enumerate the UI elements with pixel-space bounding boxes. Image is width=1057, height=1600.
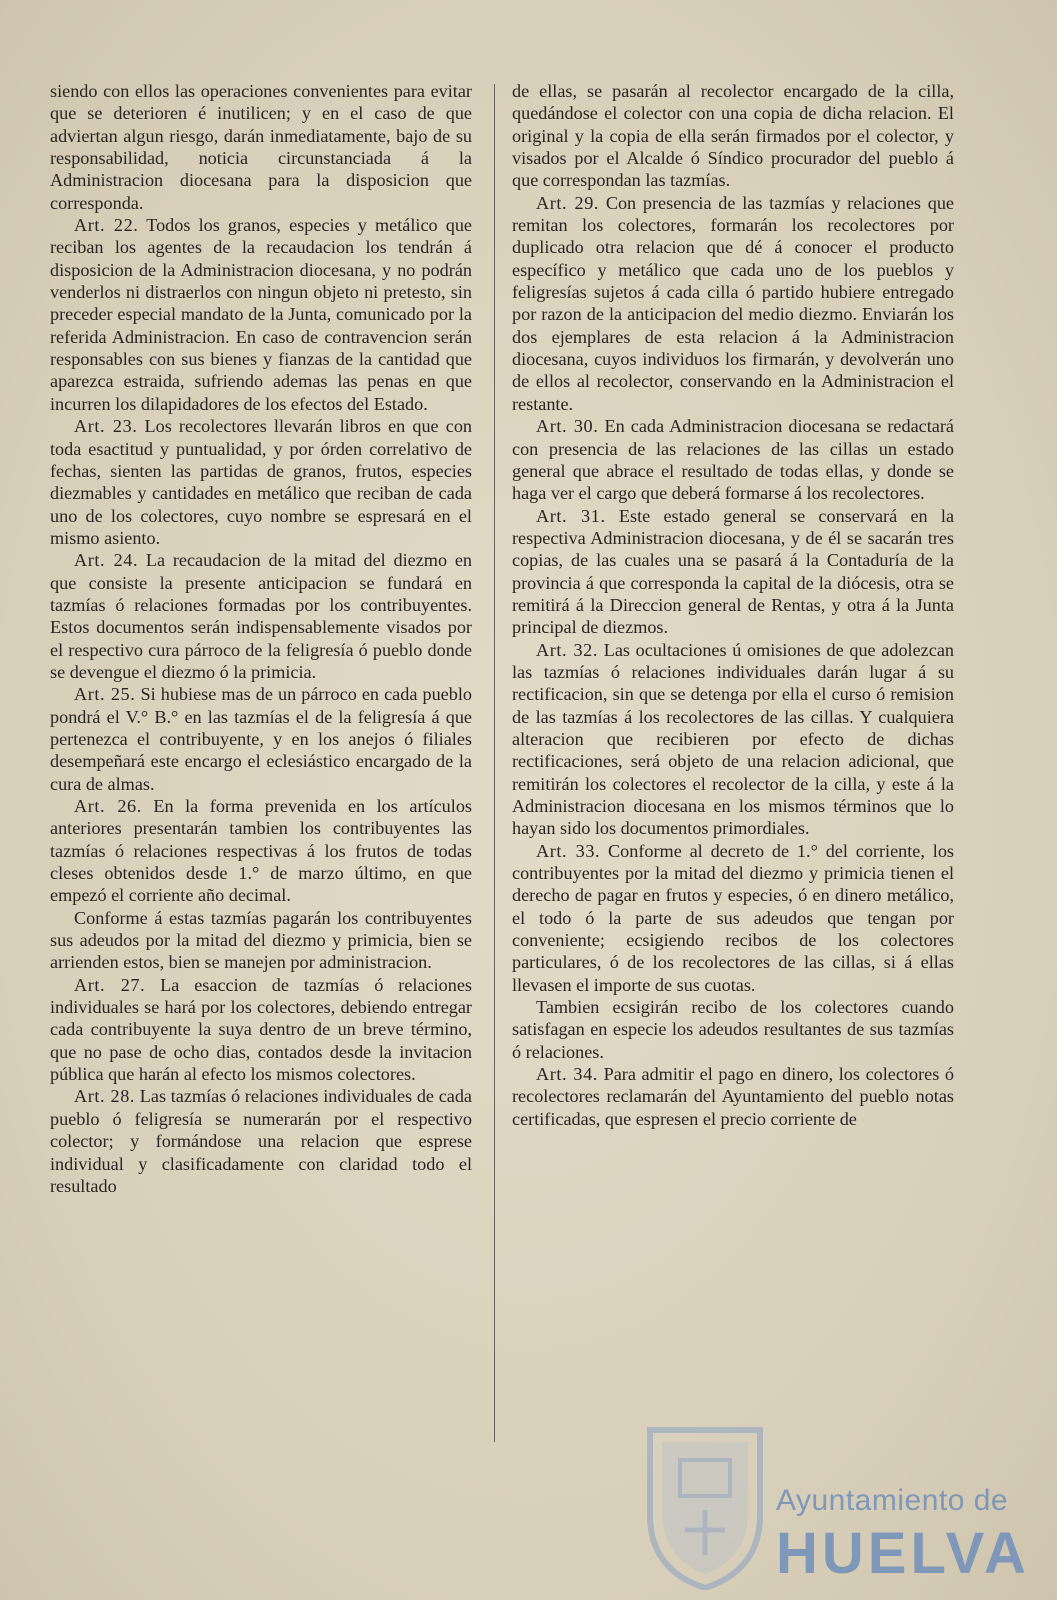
article-label: Art. 29. bbox=[536, 192, 600, 213]
article-24 bbox=[50, 549, 472, 683]
paragraph-text: Si hubiese mas de un párroco en cada pueblo pondrá el V.° B.° en las tazmías el de la feligresía á que pertenezca el contribuyente, y en los anejos ó filiales desempeñará este encargo el eclesiástico encargado de la cura de almas. bbox=[50, 684, 472, 794]
article-31 bbox=[512, 505, 954, 639]
article-25 bbox=[50, 683, 472, 795]
watermark-line2: HUELVA bbox=[776, 1521, 1030, 1586]
article-label: Art. 23. bbox=[74, 416, 138, 437]
paragraph-text: siendo con ellos las operaciones convenientes para evitar que se deterioren é inutilicen; y en el caso de que adviertan algun riesgo, darán inmediatamente, bajo de su responsabilidad, noticia circunstanciada á la Administracion diocesana para la disposicion que corresponda. bbox=[50, 81, 472, 213]
paragraph-text: Las tazmías ó relaciones individuales de cada pueblo ó feligresía se numerarán por el respectivo colector; y formándose una relacion que esprese individual y clasificadamente con claridad todo el resultado bbox=[50, 1086, 473, 1196]
article-label: Art. 30. bbox=[536, 416, 599, 437]
paragraph-text: En cada Administracion diocesana se redactará con presencia de las relaciones de las cillas un estado general que abrace el resultado de todas ellas, y donde se haga ver el cargo que deberá formarse á los recolectores. bbox=[512, 416, 954, 504]
paragraph-text: La esaccion de tazmías ó relaciones individuales se hará por los colectores, debiendo entregar cada contribuyente la suya dentro de un breve término, que no pase de ocho dias, contados desde la invitacion pública que harán al efecto los mismos colectores. bbox=[50, 974, 472, 1085]
paragraph bbox=[50, 907, 472, 974]
paragraph-text: Todos los granos, especies y metálico que reciban los agentes de la recaudacion los tendrán á disposicion de la Administracion diocesana, y no podrán venderlos ni distraerlos con ningun objeto ni pretesto, sin preceder especial mandato de la Junta, comunicado por la referida Administracion. En caso de contravencion serán responsables con sus bienes y fianzas de la cantidad que aparezca estraida, sufriendo ademas las penas en que incurren los dilapidadores de los efectos del Estado. bbox=[50, 215, 472, 414]
paragraph-text: Para admitir el pago en dinero, los colectores ó recolectores reclamarán del Ayuntamiento del pueblo notas certificadas, que espresen el precio corriente de bbox=[512, 1064, 955, 1129]
article-23 bbox=[50, 415, 472, 549]
article-label: Art. 22. bbox=[74, 215, 139, 236]
column-divider bbox=[494, 84, 495, 1442]
paragraph-text: Conforme á estas tazmías pagarán los contribuyentes sus adeudos por la mitad del diezmo y primicia, bien se arrienden estos, bien se manejen por administracion. bbox=[50, 907, 472, 973]
watermark-line1: Ayuntamiento de bbox=[776, 1484, 1009, 1517]
article-label: Art. 26. bbox=[74, 796, 142, 816]
right-column bbox=[512, 80, 954, 1130]
paragraph-text: Las ocultaciones ú omisiones de que adolezcan las tazmías ó relaciones individuales darán lugar á su rectificacion, sin que se detenga por ella el curso ó remision de las tazmías á los recolectores de las cillas. Y cualquiera alteracion que recibieren por efecto de dichas rectificaciones, será objeto de una relacion adicional, que remitirán los colectores el recolector de la cilla, y este á la Administracion diocesana en los mismos términos que lo hayan sido los documentos primordiales. bbox=[512, 639, 954, 839]
article-label: Art. 33. bbox=[536, 840, 601, 861]
article-label: Art. 24. bbox=[74, 550, 139, 571]
article-32 bbox=[512, 639, 954, 840]
paragraph bbox=[50, 80, 472, 214]
left-column bbox=[50, 80, 472, 1197]
article-label: Art. 28. bbox=[74, 1086, 136, 1107]
paragraph-text: Los recolectores llevarán libros en que con toda esactitud y puntualidad, y por órden correlativo de fechas, sienten las partidas de granos, frutos, especies diezmables y cantidades en metálico que reciban de cada uno de los colectores, cuyo nombre se espresará en el mismo asiento. bbox=[50, 416, 473, 548]
article-label: Art. 31. bbox=[536, 505, 606, 526]
article-label: Art. 27. bbox=[74, 974, 146, 995]
paragraph-text: Con presencia de las tazmías y relaciones que remitan los colectores, formarán los recolectores por duplicado otra relacion que dé á conocer el producto específico y metálico que cada uno de los pueblos y feligresías sujetos á cada cilla ó partido hubiere entregado por razon de la anticipacion del medio diezmo. Enviarán los dos ejemplares de esta relacion á la Administracion diocesana, cuyos individuos los firmarán, y devolverán uno de ellos al recolector, conservando en la Administracion el restante. bbox=[512, 192, 955, 414]
paragraph-text: En la forma prevenida en los artículos anteriores presentarán tambien los contribuyentes las tazmías ó relaciones respectivas á los frutos de todas cleses obtenidos desde 1.° de marzo último, en que empezó el corriente año decimal. bbox=[50, 796, 473, 906]
article-label: Art. 34. bbox=[536, 1064, 598, 1085]
article-34 bbox=[512, 1063, 954, 1130]
article-label: Art. 32. bbox=[536, 639, 599, 660]
article-22 bbox=[50, 214, 472, 415]
article-27 bbox=[50, 974, 472, 1086]
paragraph-text: La recaudacion de la mitad del diezmo en que consiste la presente anticipacion se fundará en tazmías ó relaciones formadas por los contribuyentes. Estos documentos serán indispensablemente visados por el respectivo cura párroco de la feligresía ó pueblo donde se devengue el diezmo ó la primicia. bbox=[50, 550, 472, 682]
paragraph bbox=[512, 80, 954, 192]
paragraph-text: Conforme al decreto de 1.° del corriente, los contribuyentes por la mitad del diezmo y primicia tienen el derecho de pagar en frutos y especies, ó en dinero metálico, el todo ó la parte de sus adeudos que tengan por conveniente; ecsigiendo recibos de los colectores particulares, ó de los recolectores de las cillas, si á ellas llevasen el importe de sus cuotas. bbox=[512, 840, 954, 995]
article-26 bbox=[50, 795, 472, 907]
article-28 bbox=[50, 1085, 472, 1197]
article-29 bbox=[512, 192, 954, 415]
paragraph-text: Tambien ecsigirán recibo de los colectores cuando satisfagan en especie los adeudos resultantes de sus tazmías ó relaciones. bbox=[512, 997, 954, 1062]
article-label: Art. 25. bbox=[74, 684, 136, 705]
article-30 bbox=[512, 415, 954, 504]
article-33 bbox=[512, 840, 954, 996]
paragraph bbox=[512, 996, 954, 1063]
paragraph-text: de ellas, se pasarán al recolector encargado de la cilla, quedándose el colector con una copia de dicha relacion. El original y la copia de ella serán firmados por el colector, y visados por el Alcalde ó Síndico procurador del pueblo á que correspondan las tazmías. bbox=[512, 81, 954, 191]
paragraph-text: Este estado general se conservará en la respectiva Administracion diocesana, y de él se sacarán tres copias, de las cuales una se pasará á la Contaduría de la provincia á que corresponda la capital de la diócesis, otra se remitirá á la Direccion general de Rentas, y otra á la Junta principal de diezmos. bbox=[512, 505, 955, 638]
